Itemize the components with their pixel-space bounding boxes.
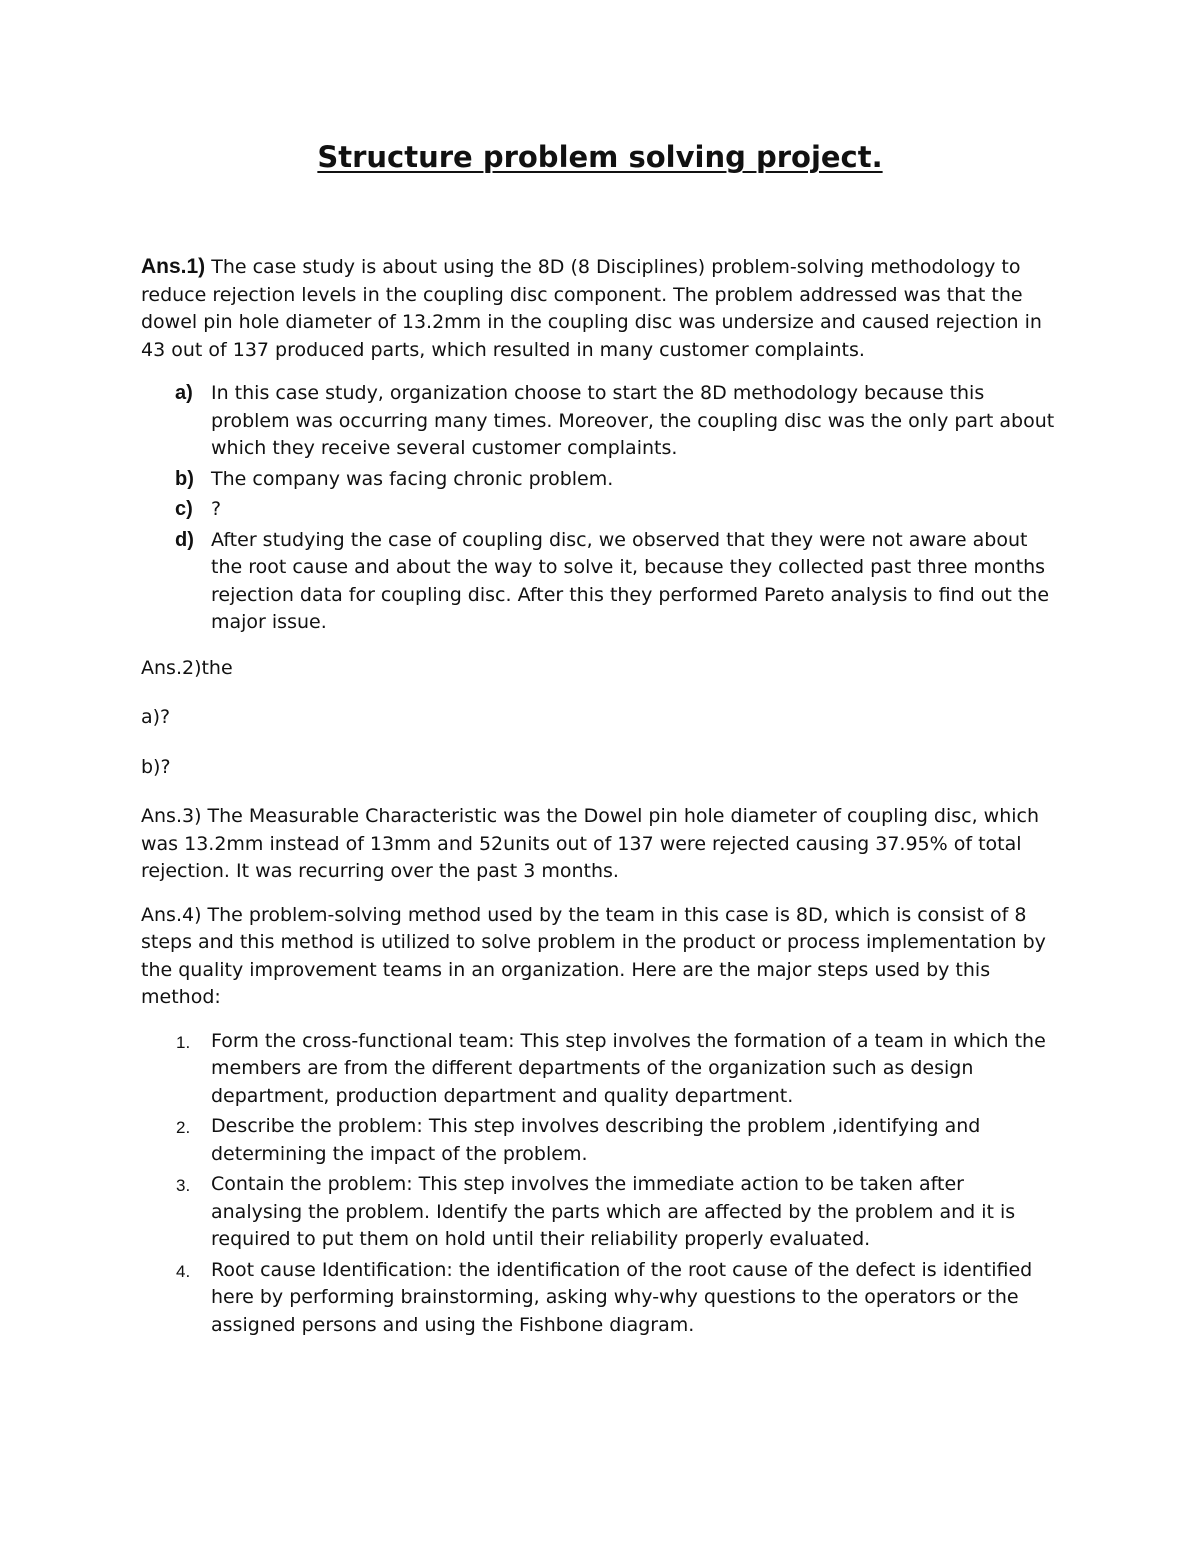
- answer-1-text: The case study is about using the 8D (8 Disciplines) problem-solving methodology to reduce rejection levels in the coupling disc component. The problem addressed was that the dowel pin hole diameter of 13.2mm in the coupling disc was undersize and caused rejection in 43 out of 137 produced parts, which resulted in many customer complaints.: [141, 256, 1042, 361]
- answer-2-a: a)?: [141, 706, 171, 728]
- answer-1-list: [141, 380, 1061, 637]
- answer-4-paragraph: Ans.4) The problem-solving method used by the team in this case is 8D, which is consist of 8 steps and this method is utilized to solve problem in the product or process implementation by the quality improvement teams in an organization. Here are the major steps used by this method:: [141, 903, 1046, 1008]
- list-marker: b): [175, 467, 194, 490]
- list-item-text: In this case study, organization choose to start the 8D methodology because this problem was occurring many times. Moreover, the coupling disc was the only part about which they receive several customer complaints.: [211, 382, 1055, 459]
- answer-2-heading: Ans.2)the: [141, 656, 233, 679]
- list-marker: a): [175, 382, 193, 404]
- list-item: [141, 1257, 1061, 1340]
- document-title: Structure problem solving project.: [317, 140, 883, 174]
- list-marker: c): [175, 498, 193, 520]
- list-item-text: Contain the problem: This step involves the immediate action to be taken after analysing the problem. Identify the parts which are affected by the problem and it is required to put them on hold until their reliability properly evaluated.: [211, 1173, 1016, 1250]
- list-item-text: After studying the case of coupling disc, we observed that they were not aware about the root cause and about the way to solve it, because they collected past three months rejection data for coupling disc. After this they performed Pareto analysis to find out the major issue.: [211, 528, 1050, 633]
- list-item: [141, 1113, 1061, 1168]
- list-item-text: ?: [211, 498, 222, 520]
- list-marker: 2.: [176, 1118, 191, 1137]
- list-item-text: Root cause Identification: the identification of the root cause of the defect is identified here by performing brainstorming, asking why-why questions to the operators or the assigned persons and using the Fishbone diagram.: [211, 1258, 1033, 1336]
- answer-3-paragraph: Ans.3) The Measurable Characteristic was the Dowel pin hole diameter of coupling disc, which was 13.2mm instead of 13mm and 52units out of 137 were rejected causing 37.95% of total rejection. It was recurring over the past 3 months.: [141, 805, 1040, 882]
- list-marker: 4.: [176, 1261, 191, 1281]
- list-item-text: The company was facing chronic problem.: [211, 467, 614, 490]
- list-marker: 3.: [176, 1176, 191, 1195]
- answer-2-b: b)?: [141, 755, 171, 778]
- document-body: [141, 253, 1061, 1357]
- list-item: [141, 1028, 1061, 1111]
- list-item-text: Describe the problem: This step involves describing the problem ,identifying and determining the impact of the problem.: [211, 1115, 981, 1165]
- list-item-text: Form the cross-functional team: This step involves the formation of a team in which the members are from the different departments of the organization such as design department, production department and quality department.: [211, 1029, 1046, 1107]
- answer-4-steps-list: [141, 1028, 1061, 1340]
- list-marker: d): [175, 528, 194, 551]
- list-item: [141, 466, 1061, 494]
- answer-1-label: Ans.1): [141, 255, 206, 278]
- list-item: [141, 380, 1061, 463]
- list-item: [141, 496, 1061, 524]
- answer-1-paragraph: [141, 253, 1061, 364]
- list-marker: 1.: [176, 1032, 191, 1052]
- list-item: [141, 527, 1061, 637]
- list-item: [141, 1171, 1061, 1254]
